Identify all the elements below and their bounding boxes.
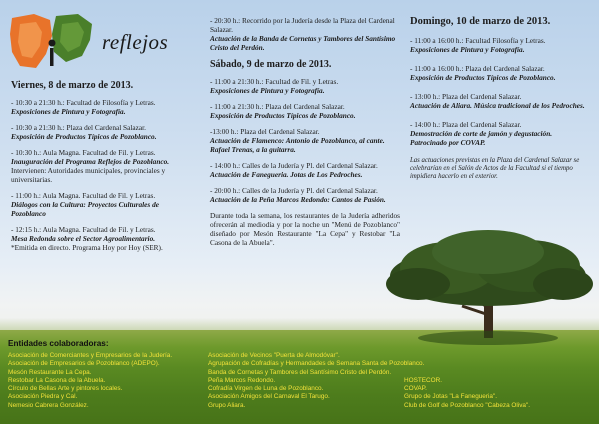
item-desc: Actuación de Fanegueria. Jotas de Los Pedroches. [210, 170, 363, 179]
saturday-item [210, 77, 400, 95]
sponsor-item: COVAP. [404, 385, 427, 393]
sponsor-item: Agrupación de Cofradías y Hermandades de Semana Santa de Pozoblanco. [208, 360, 425, 368]
item-time: - 10:30 h.: Aula Magna. Facultad de Fil. y Letras. [11, 148, 156, 157]
friday-item [11, 225, 195, 252]
item-desc: Exposición de Productos Típicos de Pozoblanco. [210, 111, 356, 120]
sponsor-item: Círculo de Bellas Arte y pintores locales. [8, 385, 123, 393]
sponsors-column-3 [404, 352, 530, 410]
item-desc: Demostración de corte de jamón y degustación. Patrocinado por COVAP. [410, 129, 553, 147]
sunday-item [410, 92, 590, 110]
friday-item [11, 98, 195, 116]
friday-title: Viernes, 8 de marzo de 2013. [11, 80, 134, 91]
sponsor-item [404, 369, 530, 377]
sunday-item [410, 120, 590, 147]
sunday-column [410, 16, 590, 182]
oak-tree-illustration [378, 228, 599, 348]
item-desc: Actuación de Aliara. Música tradicional de los Pedroches. [410, 101, 585, 110]
item-desc: Inauguración del Programa Reflejos de Pozoblanco. [11, 157, 170, 166]
item-desc: Exposiciones de Pintura y Fotografía. [210, 86, 325, 95]
saturday-column [210, 16, 400, 247]
sponsor-item: Cofradía Virgen de Luna de Pozoblanco. [208, 385, 324, 393]
friday-column [11, 80, 195, 259]
sponsors-title: Entidades colaboradoras: [8, 339, 109, 348]
sponsors-section [8, 339, 598, 409]
item-time: - 13:00 h.: Plaza del Cardenal Salazar. [410, 92, 522, 101]
sponsor-item: Grupo de Jotas "La Fanegueria". [404, 393, 497, 401]
sponsor-item: Asociación de Vecinos "Puerta de Almodóvar". [208, 352, 340, 359]
sponsor-item: Nemesio Cabrera González. [8, 401, 89, 409]
item-desc: Actuación de la Peña Marcos Redondo: Cantos de Pasión. [210, 195, 386, 204]
sponsor-item: Grupo Aliara. [208, 401, 246, 409]
item-desc: Exposiciones de Pintura y Fotografía. [11, 107, 126, 116]
item-extra: *Emitida en directo. Programa Hoy por Hoy (SER). [11, 243, 163, 252]
sponsor-item: Peña Marcos Redondo. [208, 376, 276, 384]
sponsor-item: Asociación Piedra y Cal. [8, 393, 78, 401]
item-desc: Diálogos con la Cultura: Proyectos Culturales de Pozoblanco [11, 200, 159, 218]
saturday-item [210, 102, 400, 120]
item-desc: Exposición de Productos Típicos de Pozoblanco. [11, 132, 157, 141]
item-desc: Actuación de Flamenco: Antonio de Pozoblanco, al cante. Rafael Trenas, a la guitarra. [210, 136, 385, 154]
sponsors-column-2 [208, 352, 424, 410]
sponsor-item [404, 360, 530, 368]
sponsor-item: Club de Golf de Pozoblanco "Cabeza Oliva". [404, 401, 531, 409]
weather-note: Las actuaciones previstas en la Plaza del Cardenal Salazar se celebrarían en el Salón de Actos de la Facultad si el tiempo impidiera hacerlo en el exterior. [410, 157, 580, 181]
item-extra: Intervienen: Autoridades municipales, provinciales y universitarias. [11, 166, 166, 184]
sunday-title: Domingo, 10 de marzo de 2013. [410, 16, 551, 27]
item-desc: Exposición de Productos Típicos de Pozoblanco. [410, 73, 556, 82]
item-desc: Mesa Redonda sobre el Sector Agroalimentario. [11, 234, 156, 243]
friday-item [11, 148, 195, 184]
sunday-item [410, 64, 590, 82]
sponsor-item: Asociación Amigos del Carnaval El Tarugo. [208, 393, 330, 401]
item-time: - 10:30 a 21:30 h.: Plaza del Cardenal Salazar. [11, 123, 146, 132]
item-time: - 20:30 h.: Recorrido por la Judería desde la Plaza del Cardenal Salazar. [210, 16, 395, 34]
saturday-item [210, 161, 400, 179]
friday-item [11, 191, 195, 218]
sponsors-column-1 [8, 352, 172, 410]
sponsor-item: Banda de Cornetas y Tambores del Santísimo Cristo del Perdón. [208, 368, 392, 376]
sponsor-item: Restobar La Casona de la Abuela. [8, 376, 106, 384]
sponsor-item [404, 352, 530, 360]
item-time: - 11:00 a 21:30 h.: Facultad de Fil. y Letras. [210, 77, 339, 86]
reflejos-logo [6, 10, 196, 72]
sponsor-item: Asociación de Empresarios de Pozoblanco (ADEPO). [8, 360, 160, 368]
map-silhouettes-icon [6, 10, 98, 72]
saturday-closing-text: Durante toda la semana, los restaurantes de la Judería adheridos ofrecerán al mediodía y por la noche un "Menú de Pozoblanco" diseñado por Mesón Restaurante "La Cepa" y Restobar "La Casona de la Abuela". [210, 211, 400, 247]
item-desc: Exposiciones de Pintura y Fotografía. [410, 45, 525, 54]
sunday-item [410, 36, 590, 54]
saturday-title: Sábado, 9 de marzo de 2013. [210, 59, 332, 70]
friday-item [11, 123, 195, 141]
item-time: - 11:00 h.: Aula Magna. Facultad de Fil. y Letras. [11, 191, 156, 200]
item-time: - 14:00 h.: Plaza del Cardenal Salazar. [410, 120, 522, 129]
item-time: - 11:00 a 16:00 h.: Facultad Filosofía y Letras. [410, 36, 546, 45]
item-time: -13:00 h.: Plaza del Cardenal Salazar. [210, 127, 320, 136]
item-time: - 11:00 a 16:00 h.: Plaza del Cardenal Salazar. [410, 64, 545, 73]
logo-wordmark: reflejos [102, 30, 169, 54]
item-time: - 10:30 a 21:30 h.: Facultad de Filosofía y Letras. [11, 98, 156, 107]
friday-evening-item [210, 16, 400, 52]
sponsor-item: HOSTECOR. [404, 376, 442, 384]
item-time: - 14:00 h.: Calles de la Judería y Pl. del Cardenal Salazar. [210, 161, 378, 170]
item-time: - 11:00 a 21:30 h.: Plaza del Cardenal Salazar. [210, 102, 345, 111]
saturday-item [210, 186, 400, 204]
item-time: - 20:00 h.: Calles de la Judería y Pl. del Cardenal Salazar. [210, 186, 378, 195]
sponsor-item: Mesón Restaurante La Cepa. [8, 368, 92, 376]
item-desc: Actuación de la Banda de Cornetas y Tambores del Santísimo Cristo del Perdón. [210, 34, 396, 52]
item-time: - 12:15 h.: Aula Magna. Facultad de Fil. y Letras. [11, 225, 156, 234]
sponsor-item: Asociación de Comerciantes y Empresarios de la Judería. [8, 352, 173, 359]
saturday-item [210, 127, 400, 154]
